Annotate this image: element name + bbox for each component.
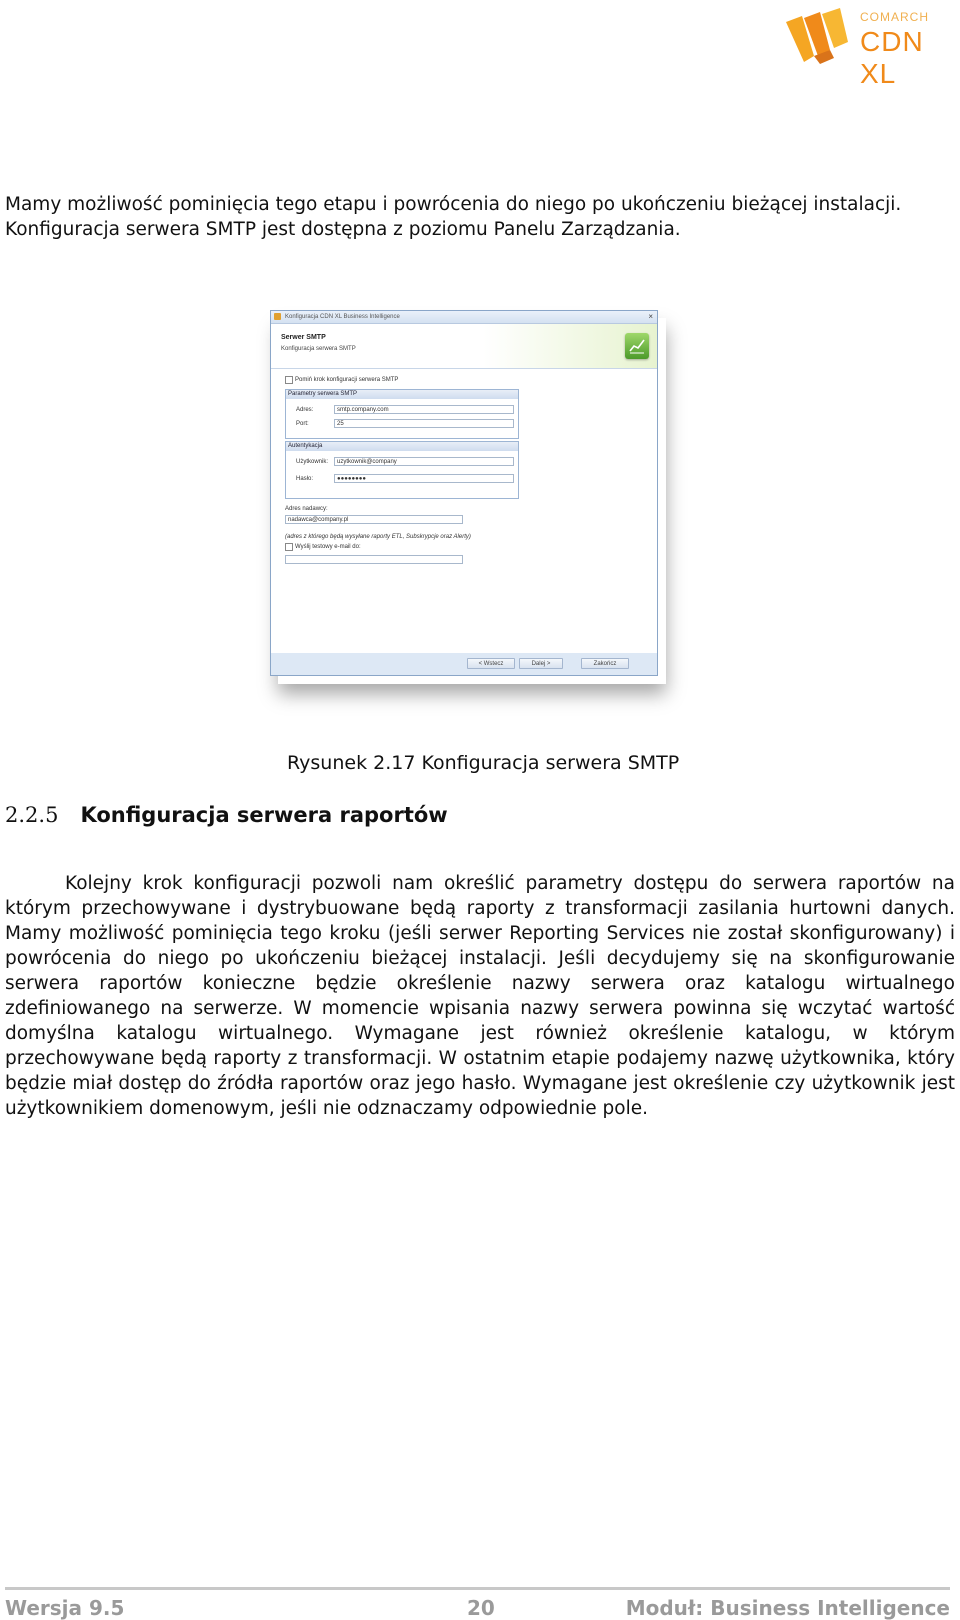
user-label: Użytkownik: — [296, 459, 329, 465]
dialog-body — [271, 369, 657, 653]
port-label: Port: — [296, 421, 309, 427]
dialog-header — [271, 324, 657, 369]
section-heading — [5, 803, 448, 827]
intro-line-1: Mamy możliwość pominięcia tego etapu i powrócenia do niego po ukończeniu bieżącej instalacji. — [5, 194, 902, 215]
auth-group — [285, 441, 519, 499]
skip-step-label: Pomiń krok konfiguracji serwera SMTP — [295, 377, 399, 383]
footer-version: Wersja 9.5 — [5, 1596, 125, 1620]
dialog-footer — [271, 653, 657, 675]
back-button[interactable]: < Wstecz — [467, 658, 515, 669]
next-button[interactable]: Dalej > — [519, 658, 563, 669]
logo-mark-icon — [784, 6, 858, 68]
sender-note: (adres z którego będą wysyłane raporty ETL, Subskrypcje oraz Alerty) — [285, 534, 471, 540]
logo-small-text: COMARCH — [860, 10, 929, 24]
send-test-checkbox[interactable] — [285, 543, 293, 551]
dialog-title: Konfiguracja CDN XL Business Intelligence — [285, 314, 400, 320]
test-email-input[interactable] — [285, 555, 463, 564]
section-number: 2.2.5 — [5, 803, 59, 827]
comarch-cdn-xl-logo — [784, 6, 954, 89]
sender-label: Adres nadawcy: — [285, 506, 328, 512]
smtp-config-dialog-screenshot — [270, 310, 658, 676]
footer-divider — [5, 1587, 950, 1590]
footer-module: Moduł: Business Intelligence — [625, 1596, 950, 1620]
sender-input[interactable]: nadawca@company.pl — [285, 515, 463, 524]
header-subtitle: Konfiguracja serwera SMTP — [281, 346, 356, 352]
footer-page-number: 20 — [467, 1596, 495, 1620]
user-input[interactable]: uzytkownik@company — [334, 457, 514, 466]
logo-large-text: CDN XL — [860, 26, 924, 89]
address-input[interactable]: smtp.company.com — [334, 405, 514, 414]
intro-line-2: Konfiguracja serwera SMTP jest dostępna z poziomu Panelu Zarządzania. — [5, 219, 681, 240]
password-label: Hasło: — [296, 476, 314, 482]
header-title: Serwer SMTP — [281, 334, 326, 341]
smtp-params-group — [285, 389, 519, 439]
auth-group-title: Autentykacja — [286, 442, 518, 451]
body-paragraph: Kolejny krok konfiguracji pozwoli nam określić parametry dostępu do serwera raportów na którym przechowywane i dystrybuowane będą raporty z transformacji zasilania hurtowni danych. Mamy możliwość pominięcia tego kroku (jeśli serwer Reporting Services nie został skonfigurowany) i powrócenia do niego po ukończeniu bieżącej instalacji. Jeśli decydujemy się na skonfigurowanie serwera raportów konieczne będzie określenie nazwy serwera oraz katalogu wirtualnego zdefiniowanego na serwerze. W momencie wpisania nazwy serwera powinna się wczytać wartość domyślna katalogu wirtualnego. Wymagane jest również określenie katalogu, w którym przechowywane będą raporty z transformacji. W ostatnim etapie podajemy nazwę użytkownika, który będzie miał dostęp do źródła raportów oraz jego hasło. Wymagane jest określenie czy użytkownik jest użytkownikiem domenowym, jeśli nie odznaczamy odpowiednie pole. — [5, 873, 955, 1119]
address-label: Adres: — [296, 407, 314, 413]
intro-paragraph — [5, 192, 955, 242]
finish-button[interactable]: Zakończ — [581, 658, 629, 669]
figure-caption: Rysunek 2.17 Konfiguracja serwera SMTP — [287, 752, 680, 774]
section-title: Konfiguracja serwera raportów — [80, 803, 448, 827]
smtp-params-group-title: Parametry serwera SMTP — [286, 390, 518, 399]
skip-step-checkbox[interactable] — [285, 376, 293, 384]
send-test-label: Wyślij testowy e-mail do: — [295, 544, 361, 550]
close-icon[interactable]: × — [648, 312, 653, 321]
chart-badge-icon — [625, 333, 649, 359]
password-input[interactable]: ●●●●●●●● — [334, 474, 514, 483]
port-input[interactable]: 25 — [334, 419, 514, 428]
app-icon — [274, 313, 281, 320]
dialog-titlebar — [271, 311, 657, 324]
